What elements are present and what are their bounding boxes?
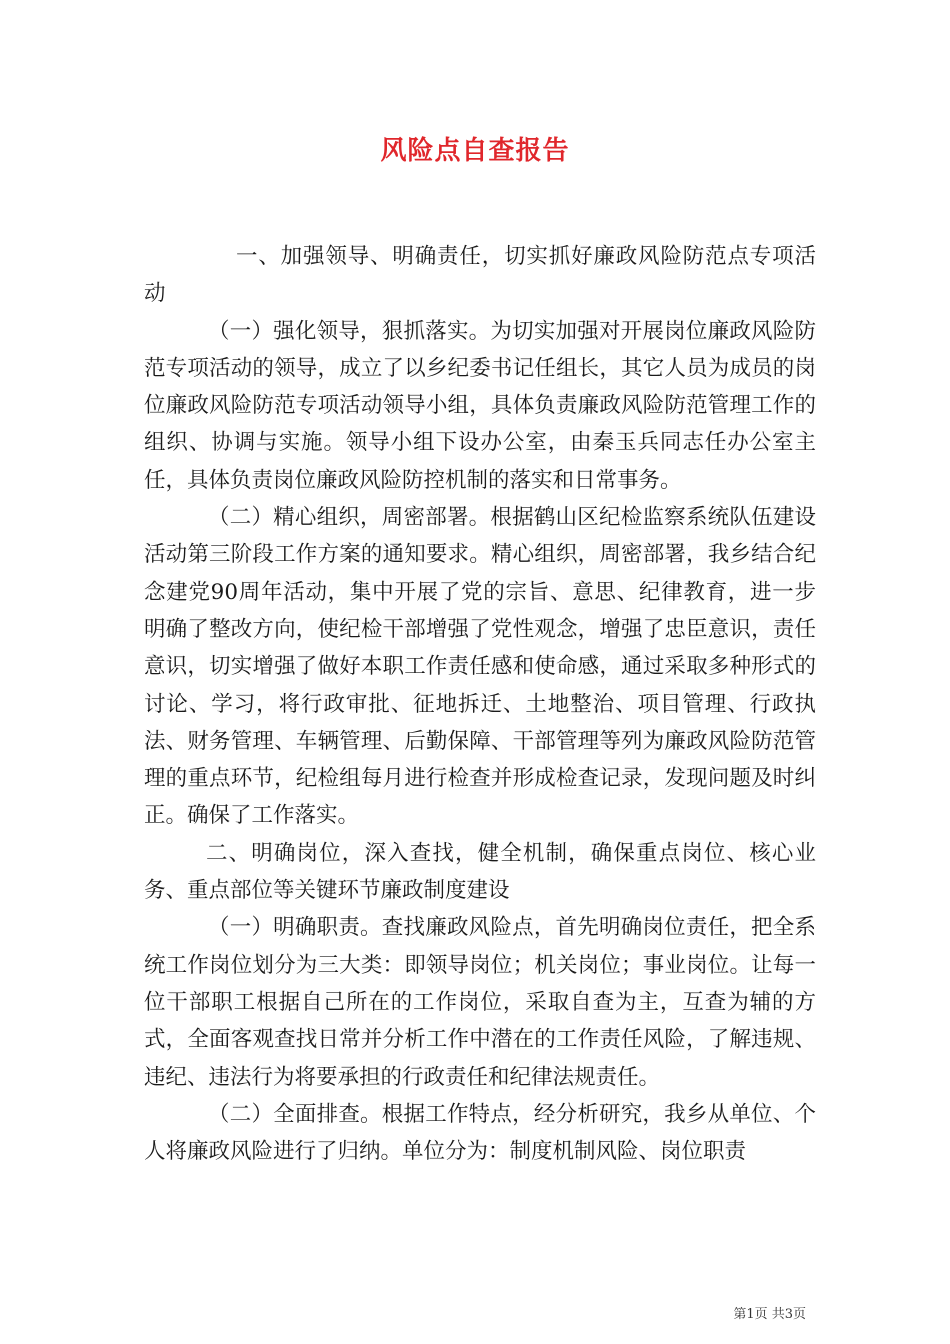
paragraph-2-1: （一）明确职责。查找廉政风险点，首先明确岗位责任，把全系统工作岗位划分为三大类：即领导岗位；机关岗位；事业岗位。让每一位干部职工根据自己所在的工作岗位，采取自查为主，互查为辅的方式，全面客观查找日常并分析工作中潜在的工作责任风险，了解违规、违纪、违法行为将要承担的行政责任和纪律法规责任。 [144, 915, 816, 1090]
page-title: 风险点自查报告 [380, 136, 570, 166]
document-body [144, 238, 816, 1170]
paragraph-1-2: （二）精心组织，周密部署。根据鹤山区纪检监察系统队伍建设活动第三阶段工作方案的通知要求。精心组织，周密部署，我乡结合纪念建党90周年活动，集中开展了党的宗旨、意思、纪律教育，进一步明确了整改方向，使纪检干部增强了党性观念，增强了忠臣意识，责任意识，切实增强了做好本职工作责任感和使命感，通过采取多种形式的讨论、学习，将行政审批、征地拆迁、土地整治、项目管理、行政执法、财务管理、车辆管理、后勤保障、干部管理等列为廉政风险防范管理的重点环节，纪检组每月进行检查并形成检查记录，发现问题及时纠正。确保了工作落实。 [144, 505, 816, 829]
paragraph-1-1: （一）强化领导，狠抓落实。为切实加强对开展岗位廉政风险防范专项活动的领导，成立了以乡纪委书记任组长，其它人员为成员的岗位廉政风险防范专项活动领导小组，具体负责廉政风险防范管理工作的组织、协调与实施。领导小组下设办公室，由秦玉兵同志任办公室主任，具体负责岗位廉政风险防控机制的落实和日常事务。 [144, 318, 816, 493]
section-heading-1: 一、加强领导、明确责任，切实抓好廉政风险防范点专项活动 [144, 244, 816, 307]
section-heading-2: 二、明确岗位，深入查找，健全机制，确保重点岗位、核心业务、重点部位等关键环节廉政制度建设 [144, 840, 816, 904]
paragraph-2-2: （二）全面排查。根据工作特点，经分析研究，我乡从单位、个人将廉政风险进行了归纳。单位分为：制度机制风险、岗位职责 [144, 1101, 816, 1165]
page-number: 第1页 共3页 [733, 1307, 806, 1322]
